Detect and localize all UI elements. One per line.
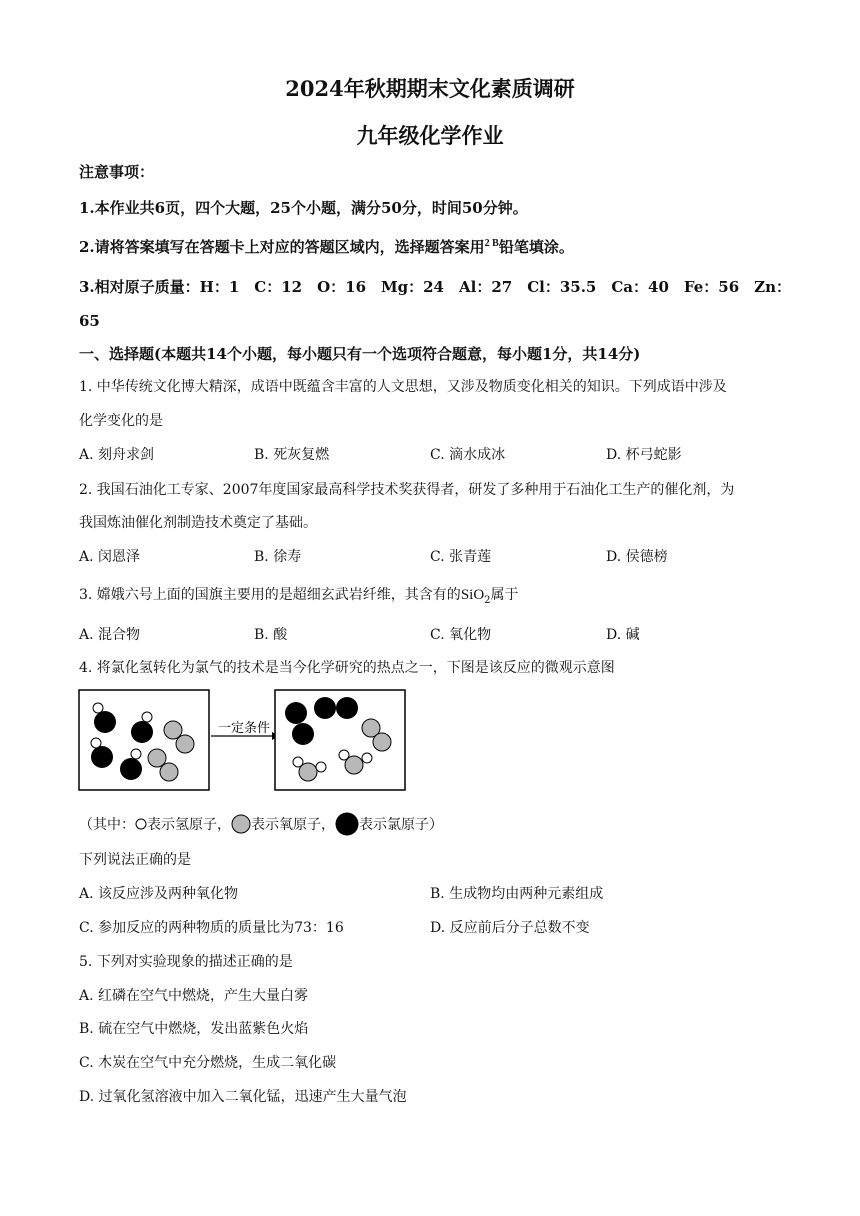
question-1-stem: 1. 中华传统文化博大精深，成语中既蕴含丰富的人文思想，又涉及物质变化相关的知识。下列成语中涉及 [79,379,727,395]
notes-heading: 注意事项： [79,163,155,181]
oxygen-atom-icon [231,814,251,834]
legend-hydrogen: 表示氢原子， [147,817,231,833]
question-1-stem-cont: 化学变化的是 [79,413,163,429]
note-3-cont: 65 [79,312,100,330]
note-2-text: 2.请将答案填写在答题卡上对应的答题区域内，选择题答案用 [79,238,485,256]
q3-option-c: C. 氧化物 [430,627,492,643]
question-2-stem-cont: 我国炼油催化剂制造技术奠定了基础。 [79,515,317,531]
q2-option-c: C. 张青莲 [430,549,492,565]
q4-prompt: 下列说法正确的是 [79,852,191,868]
q1-option-d: D. 杯弓蛇影 [606,447,682,463]
q4-option-b: B. 生成物均由两种元素组成 [430,886,604,902]
q5-option-b: B. 硫在空气中燃烧，发出蓝紫色火焰 [79,1021,309,1037]
question-4-stem: 4. 将氯化氢转化为氯气的技术是当今化学研究的热点之一，下图是该反应的微观示意图 [79,660,615,676]
q3-formula: SiO [460,587,485,603]
q1-option-c: C. 滴水成冰 [430,447,506,463]
note-2 [79,238,574,256]
note-2-pencil-grade: 2 B [484,238,499,249]
arrow-condition-label: 一定条件 [217,721,271,736]
note-1: 1.本作业共6页，四个大题，25个小题，满分50分，时间50分钟。 [79,199,528,217]
question-5-stem: 5. 下列对实验现象的描述正确的是 [79,954,293,970]
q5-option-d: D. 过氧化氢溶液中加入二氧化锰，迅速产生大量气泡 [79,1089,407,1105]
q1-option-b: B. 死灰复燃 [254,447,330,463]
hydrogen-atom-icon [135,818,147,830]
legend-open: （其中： [79,817,135,833]
q3-text: 3. 嫦娥六号上面的国旗主要用的是超细玄武岩纤维，其含有的 [79,587,461,603]
exam-title: 2024年秋期期末文化素质调研 [285,76,575,101]
q3-formula-subscript: 2 [484,594,491,606]
exam-subtitle: 九年级化学作业 [356,123,504,148]
q5-option-a: A. 红磷在空气中燃烧，产生大量白雾 [79,988,309,1004]
q4-option-a: A. 该反应涉及两种氧化物 [79,886,239,902]
q3-option-d: D. 碱 [606,627,640,643]
q4-option-d: D. 反应前后分子总数不变 [430,920,590,936]
q4-legend [79,812,443,836]
q3-option-b: B. 酸 [254,627,288,643]
q1-option-a: A. 刻舟求剑 [79,447,155,463]
reaction-micro-diagram [76,686,412,796]
cl2-molecule [292,723,314,745]
question-2-stem: 2. 我国石油化工专家、2007年度国家最高科学技术奖获得者，研发了多种用于石油化工生产的催化剂，为 [79,482,735,498]
cl2-molecule [285,702,307,724]
cl2-molecule [336,697,358,719]
q2-option-b: B. 徐寿 [254,549,302,565]
legend-oxygen: 表示氧原子， [251,817,335,833]
section-heading: 一、选择题(本题共14个小题，每小题只有一个选项符合题意，每小题1分，共14分) [79,345,641,363]
note-3: 3.相对原子质量：H：1 C：12 O：16 Mg：24 Al：27 Cl：35.5 Ca：40 Fe：56 Zn： [79,278,792,296]
q4-option-c: C. 参加反应的两种物质的质量比为73：16 [79,920,344,936]
q5-option-c: C. 木炭在空气中充分燃烧，生成二氧化碳 [79,1055,337,1071]
cl2-molecule [314,697,336,719]
q3-text-end: 属于 [490,587,519,603]
q2-option-d: D. 侯德榜 [606,549,668,565]
legend-chlorine: 表示氯原子） [359,817,443,833]
q3-option-a: A. 混合物 [79,627,141,643]
q2-option-a: A. 闵恩泽 [79,549,141,565]
question-3-stem [79,586,519,604]
note-2-text-end: 铅笔填涂。 [498,238,574,256]
chlorine-atom-icon [335,812,359,836]
